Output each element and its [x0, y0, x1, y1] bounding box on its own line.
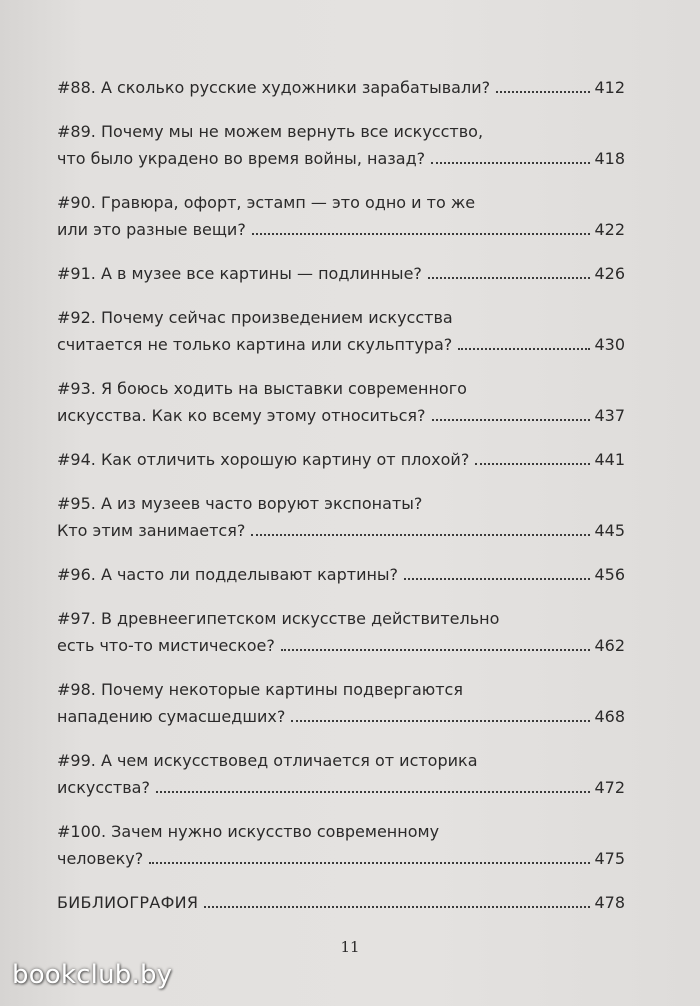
- entry-title-line: Кто этим занимается?: [57, 521, 246, 540]
- page-number: 426: [594, 264, 625, 283]
- toc-entry: [57, 490, 625, 544]
- entry-title-line: нападению сумасшедших?: [57, 707, 286, 726]
- entry-title-line: #94. Как отличить хорошую картину от плохой?: [57, 450, 470, 469]
- dot-leader: [458, 334, 590, 350]
- entry-title-line: #98. Почему некоторые картины подвергаются: [57, 680, 463, 699]
- entry-title-line: БИБЛИОГРАФИЯ: [57, 893, 199, 912]
- toc-entry: [57, 818, 625, 872]
- entry-title-line: считается не только картина или скульптура?: [57, 335, 453, 354]
- page-number: 468: [594, 707, 625, 726]
- entry-title-line: человеку?: [57, 849, 144, 868]
- dot-leader: [432, 405, 591, 421]
- page-number: 456: [594, 565, 625, 584]
- toc-entry: [57, 605, 625, 659]
- entry-title-line: #100. Зачем нужно искусство современному: [57, 822, 440, 841]
- dot-leader: [251, 520, 590, 536]
- dot-leader: [428, 263, 591, 279]
- page-number: 445: [594, 521, 625, 540]
- page-number: 441: [594, 450, 625, 469]
- entry-title-line: #99. А чем искусствовед отличается от историка: [57, 751, 478, 770]
- entry-title-line: #92. Почему сейчас произведением искусства: [57, 308, 453, 327]
- entry-title-line: #90. Гравюра, офорт, эстамп — это одно и то же: [57, 193, 476, 212]
- dot-leader: [475, 449, 590, 465]
- entry-title-line: #89. Почему мы не можем вернуть все искусство,: [57, 122, 484, 141]
- page-number: 462: [594, 636, 625, 655]
- dot-leader: [431, 148, 590, 164]
- page-number: 437: [594, 406, 625, 425]
- dot-leader: [252, 219, 591, 235]
- entry-title-line: искусства?: [57, 778, 150, 797]
- toc-entry: [57, 561, 625, 588]
- dot-leader: [204, 892, 590, 908]
- table-of-contents: [57, 74, 625, 933]
- entry-title-line: есть что-то мистическое?: [57, 636, 275, 655]
- toc-entry: [57, 676, 625, 730]
- toc-entry: [57, 304, 625, 358]
- toc-entry: [57, 375, 625, 429]
- entry-title-line: #95. А из музеев часто воруют экспонаты?: [57, 494, 423, 513]
- page-number: 472: [594, 778, 625, 797]
- page-number: 412: [594, 78, 625, 97]
- entry-title-line: искусства. Как ко всему этому относиться?: [57, 406, 426, 425]
- folio-page-number: 11: [340, 938, 360, 956]
- dot-leader: [149, 848, 590, 864]
- entry-title-line: #96. А часто ли подделывают картины?: [57, 565, 399, 584]
- dot-leader: [404, 564, 590, 580]
- toc-entry: [57, 260, 625, 287]
- toc-entry: [57, 446, 625, 473]
- page-number: 430: [594, 335, 625, 354]
- entry-title-line: #97. В древнеегипетском искусстве действительно: [57, 609, 500, 628]
- entry-title-line: что было украдено во время войны, назад?: [57, 149, 426, 168]
- toc-entry: [57, 74, 625, 101]
- dot-leader: [291, 706, 590, 722]
- toc-entry-bibliography: [57, 889, 625, 916]
- dot-leader: [156, 777, 590, 793]
- toc-entry: [57, 189, 625, 243]
- dot-leader: [281, 635, 591, 651]
- entry-title-line: #91. А в музее все картины — подлинные?: [57, 264, 422, 283]
- toc-entry: [57, 747, 625, 801]
- page-number: 475: [594, 849, 625, 868]
- toc-entry: [57, 118, 625, 172]
- page-number: 478: [594, 893, 625, 912]
- entry-title-line: #93. Я боюсь ходить на выставки современного: [57, 379, 467, 398]
- dot-leader: [496, 77, 590, 93]
- page-number: 422: [594, 220, 625, 239]
- entry-title-line: или это разные вещи?: [57, 220, 246, 239]
- site-watermark: bookclub.by: [12, 960, 173, 990]
- entry-title-line: #88. А сколько русские художники зарабатывали?: [57, 78, 491, 97]
- page-number: 418: [594, 149, 625, 168]
